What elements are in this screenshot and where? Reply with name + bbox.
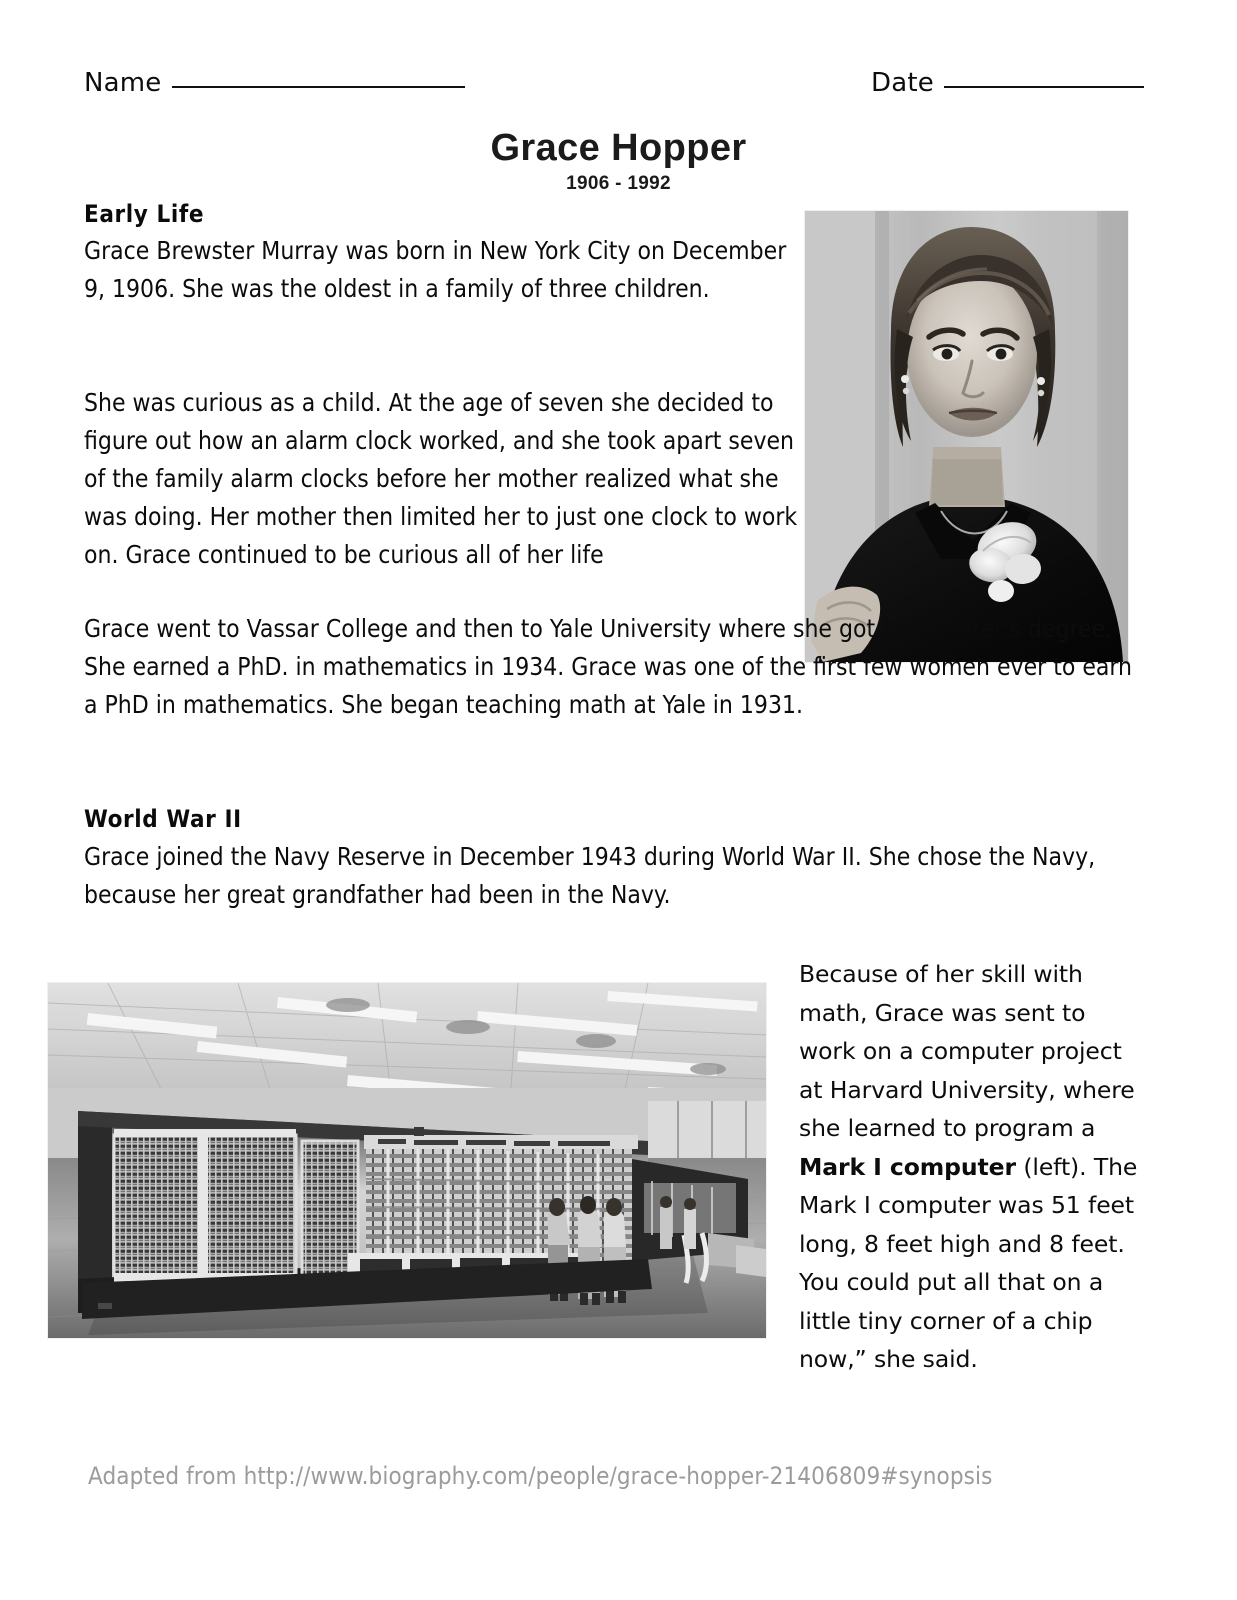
date-field[interactable] (871, 68, 1144, 98)
section-heading-early-life: Early Life (84, 200, 205, 228)
section-heading-world-war-ii: World War II (84, 805, 242, 833)
name-blank-line[interactable] (172, 86, 465, 88)
caption-text-bold: Mark I computer (799, 1152, 1016, 1181)
paragraph-world-war-ii-1: Grace joined the Navy Reserve in December 1943 during World War II. She chose the Navy, because her great grandfather had been in the Navy. (84, 842, 1096, 909)
paragraph-early-life-3: Grace went to Vassar College and then to Yale University where she got her master's degree. She earned a PhD. in mathematics in 1934. Grace was one of the first few women ever to earn a PhD in mathematics. She began teaching math at Yale in 1931. (84, 614, 1132, 719)
caption-text-after: (left). The Mark I computer was 51 feet long, 8 feet high and 8 feet. You could put all that on a little tiny corner of a chip now,” she said. (799, 1152, 1138, 1373)
title-block (0, 128, 1237, 195)
paragraph-early-life-2: She was curious as a child. At the age of seven she decided to figure out how an alarm clock worked, and she took apart seven of the family alarm clocks before her mother realized what she was doing. Her mother then limited her to just one clock to work on. Grace continued to be curious all of her life (84, 388, 798, 569)
name-field[interactable] (84, 68, 465, 98)
mark-one-computer-photo (48, 983, 766, 1338)
footer-source-text: Adapted from http://www.biography.com/people/grace-hopper-21406809#synopsis (88, 1462, 993, 1490)
name-date-row (84, 68, 1144, 112)
grace-hopper-portrait-photo (805, 211, 1128, 662)
date-blank-line[interactable] (944, 86, 1144, 88)
page-title: Grace Hopper (490, 127, 747, 169)
paragraph-mark-one-caption (799, 955, 1141, 1379)
paragraph-early-life-1: Grace Brewster Murray was born in New York City on December 9, 1906. She was the oldest in a family of three children. (84, 236, 787, 303)
caption-text-before: Because of her skill with math, Grace was sent to work on a computer project at Harvard University, where she learned to program a (799, 960, 1135, 1142)
name-label: Name (84, 68, 162, 98)
date-label: Date (871, 68, 934, 98)
page-subtitle: 1906 - 1992 (566, 173, 671, 195)
